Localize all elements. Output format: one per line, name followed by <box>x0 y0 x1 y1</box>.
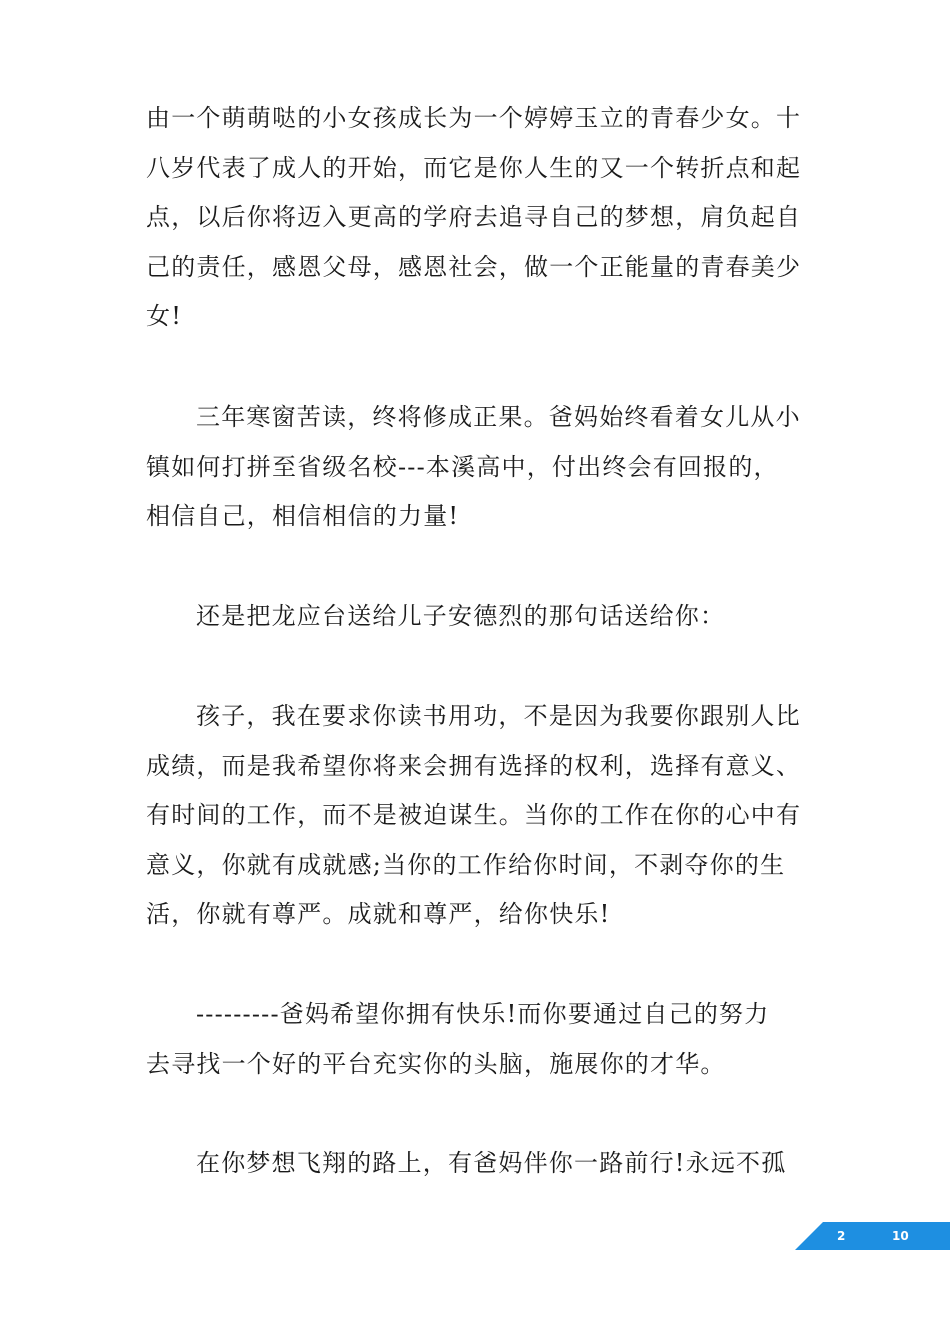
text-line: 去寻找一个好的平台充实你的头脑，施展你的才华。 <box>146 1049 726 1078</box>
text-line: 成绩，而是我希望你将来会拥有选择的权利，选择有意义、 <box>146 751 802 780</box>
text-line: 孩子，我在要求你读书用功，不是因为我要你跟别人比 <box>196 702 801 730</box>
text-line: 有时间的工作，而不是被迫谋生。当你的工作在你的心中有 <box>146 801 802 829</box>
text-line: 还是把龙应台送给儿子安德烈的那句话送给你： <box>196 602 726 630</box>
text-line: 由一个萌萌哒的小女孩成长为一个婷婷玉立的青春少女。十 <box>146 104 802 132</box>
page-number-banner-shape <box>795 1222 950 1250</box>
text-line: 意义，你就有成就感;当你的工作给你时间，不剥夺你的生 <box>146 850 786 879</box>
text-line: 点，以后你将迈入更高的学府去追寻自己的梦想，肩负起自 <box>146 203 802 231</box>
current-page-number: 2 <box>837 1229 846 1243</box>
paragraph-quote-intro <box>146 592 806 642</box>
text-line: 己的责任，感恩父母，感恩社会，做一个正能量的青春美少 <box>146 252 802 281</box>
text-line: 在你梦想飞翔的路上，有爸妈伴你一路前行!永远不孤 <box>196 1149 787 1177</box>
paragraph-hard-study <box>146 393 806 542</box>
text-line: 镇如何打拼至省级名校---本溪高中，付出终会有回报的， <box>146 452 779 481</box>
paragraph-quote <box>146 692 806 940</box>
paragraph-coming-of-age <box>146 94 806 342</box>
page-number-bar <box>795 1222 950 1250</box>
total-page-count: 10 <box>892 1229 909 1243</box>
text-line: 八岁代表了成人的开始，而它是你人生的又一个转折点和起 <box>146 153 802 182</box>
paragraph-dream-flight <box>146 1139 806 1189</box>
text-line: 三年寒窗苦读，终将修成正果。爸妈始终看着女儿从小 <box>196 403 801 431</box>
paragraph-parents-hope <box>146 990 806 1089</box>
text-line: 相信自己，相信相信的力量! <box>146 502 460 530</box>
text-line: ---------爸妈希望你拥有快乐!而你要通过自己的努力 <box>196 1000 770 1028</box>
text-line: 女! <box>146 302 183 330</box>
text-line: 活，你就有尊严。成就和尊严，给你快乐! <box>146 900 611 928</box>
